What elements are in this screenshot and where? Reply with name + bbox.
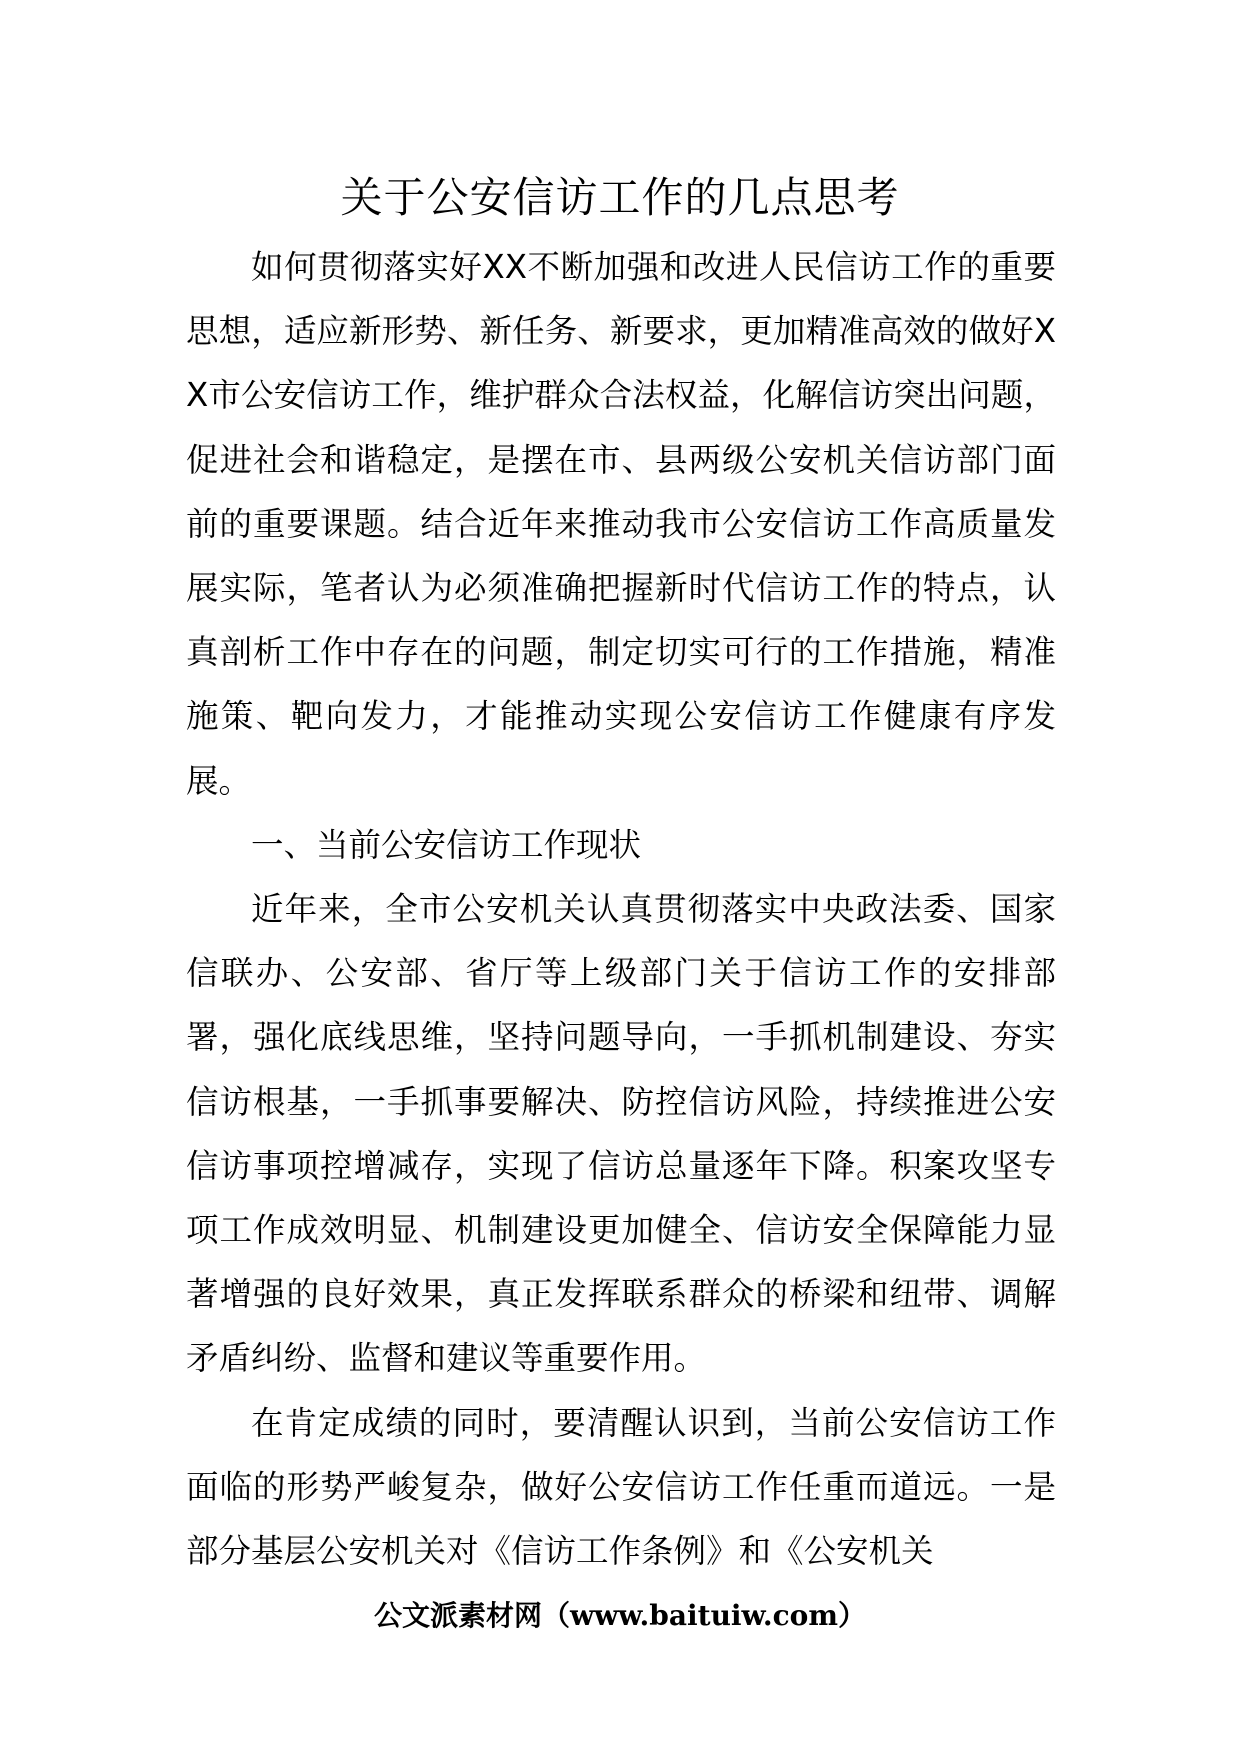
section-heading: 一、当前公安信访工作现状 xyxy=(251,825,642,864)
document-body xyxy=(186,235,1056,1583)
challenges-paragraph: 在肯定成绩的同时，要清醒认识到，当前公安信访工作面临的形势严峻复杂，做好公安信访工作任重而道远。一是部分基层公安机关对《信访工作条例》和《公安机关 xyxy=(186,1403,1056,1571)
footer-watermark: 公文派素材网（www.baituiw.com） xyxy=(374,1599,866,1632)
document-title: 关于公安信访工作的几点思考 xyxy=(340,173,900,222)
intro-paragraph: 如何贯彻落实好XX不断加强和改进人民信访工作的重要思想，适应新形势、新任务、新要求，更加精准高效的做好XX市公安信访工作，维护群众合法权益，化解信访突出问题，促进社会和谐稳定，是摆在市、县两级公安机关信访部门面前的重要课题。结合近年来推动我市公安信访工作高质量发展实际，笔者认为必须准确把握新时代信访工作的特点，认真剖析工作中存在的问题，制定切实可行的工作措施，精准施策、靶向发力，才能推动实现公安信访工作健康有序发展。 xyxy=(186,248,1056,800)
status-paragraph: 近年来，全市公安机关认真贯彻落实中央政法委、国家信联办、公安部、省厅等上级部门关于信访工作的安排部署，强化底线思维，坚持问题导向，一手抓机制建设、夯实信访根基，一手抓事要解决、防控信访风险，持续推进公安信访事项控增减存，实现了信访总量逐年下降。积案攻坚专项工作成效明显、机制建设更加健全、信访安全保障能力显著增强的良好效果，真正发挥联系群众的桥梁和纽带、调解矛盾纠纷、监督和建议等重要作用。 xyxy=(186,890,1056,1378)
